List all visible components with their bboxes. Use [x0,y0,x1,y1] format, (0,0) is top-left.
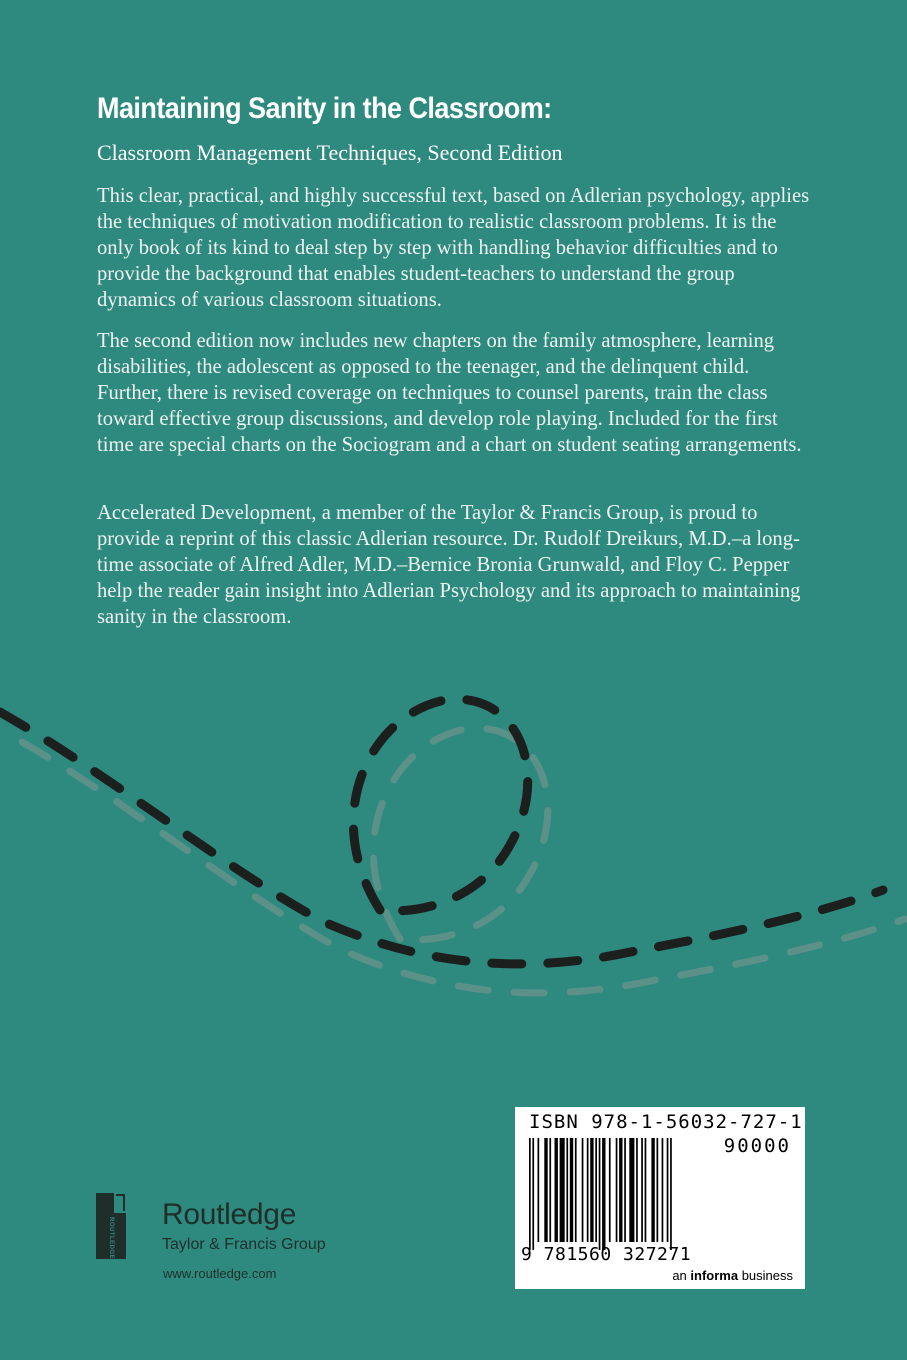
barcode-bar [575,1138,577,1242]
logo-letters: ROUTLEDGE [108,1217,114,1259]
barcode-bar [636,1138,638,1242]
barcode-bar [641,1138,643,1242]
publisher-url[interactable]: www.routledge.com [163,1266,277,1281]
blurb-paragraph-3: Accelerated Development, a member of the Taylor & Francis Group, is proud to provide a reprint of this classic Adlerian resource. Dr. Rudolf Dreikurs, M.D.–a long-time associate of Alfred Adler, M.D.–Bernice Bronia Grunwald, and Floy C. Pepper help the reader gain insight into Adlerian Psychology and its approach to maintaining sanity in the classroom. [97,502,801,628]
publisher-name: Routledge [162,1198,297,1231]
dashed-loop-stitch-illustration [0,670,907,1030]
barcode-bar [670,1138,672,1250]
book-subtitle: Classroom Management Techniques, Second Edition [97,140,563,165]
book-title: Maintaining Sanity in the Classroom: [97,92,552,125]
barcode-bar [595,1138,597,1242]
isbn-barcode-panel [515,1107,805,1289]
stitch-shadow-line [22,728,905,993]
barcode-bar [566,1138,568,1242]
blurb-paragraph-1: This clear, practical, and highly successful text, based on Adlerian psychology, applies the techniques of motivation modification to realistic classroom problems. It is the only book of its kind to deal step by step with handling behavior difficulties and to provide the background that enables student-teachers to understand the group dynamics of various classroom situations. [97,185,810,311]
barcode-bar [549,1138,551,1242]
barcode-bar [599,1138,601,1250]
barcode-bar [645,1138,647,1242]
barcode-bars [529,1138,729,1250]
barcode-bar [609,1138,611,1242]
barcode-bar [590,1138,593,1242]
barcode-bar [602,1138,605,1250]
barcode-bar [532,1138,534,1250]
barcode-bar [667,1138,669,1242]
barcode-bar [619,1138,622,1242]
isbn-number: ISBN 978-1-56032-727-1 [529,1111,803,1133]
barcode-bar [629,1138,634,1242]
blurb-paragraph-2: The second edition now includes new chapters on the family atmosphere, learning disabilities, the adolescent as opposed to the teenager, and the delinquent child. Further, there is revised coverage on techniques to counsel parents, train the class toward effective group discussions, and develop role playing. Included for the first time are special charts on the Sociogram and a chart on student seating arrangements. [97,330,802,456]
barcode-bar [587,1138,589,1242]
barcode-bar [555,1138,558,1242]
barcode-bar [538,1138,540,1242]
informa-business-tagline: an informa business [672,1268,793,1283]
price-code: 90000 [723,1135,791,1157]
barcode-bar [582,1138,584,1242]
barcode-bar [570,1138,573,1242]
barcode-bar [529,1138,531,1250]
barcode-bar [560,1138,565,1242]
publisher-group: Taylor & Francis Group [162,1236,326,1253]
barcode-bar [544,1138,547,1242]
barcode-bar [662,1138,664,1242]
barcode-bar [657,1138,659,1242]
barcode-bar [651,1138,654,1242]
ean-digits: 9 781560 327271 [521,1244,692,1265]
barcode-bar [616,1138,618,1242]
barcode-bar [624,1138,626,1242]
routledge-logo-icon [96,1193,126,1259]
